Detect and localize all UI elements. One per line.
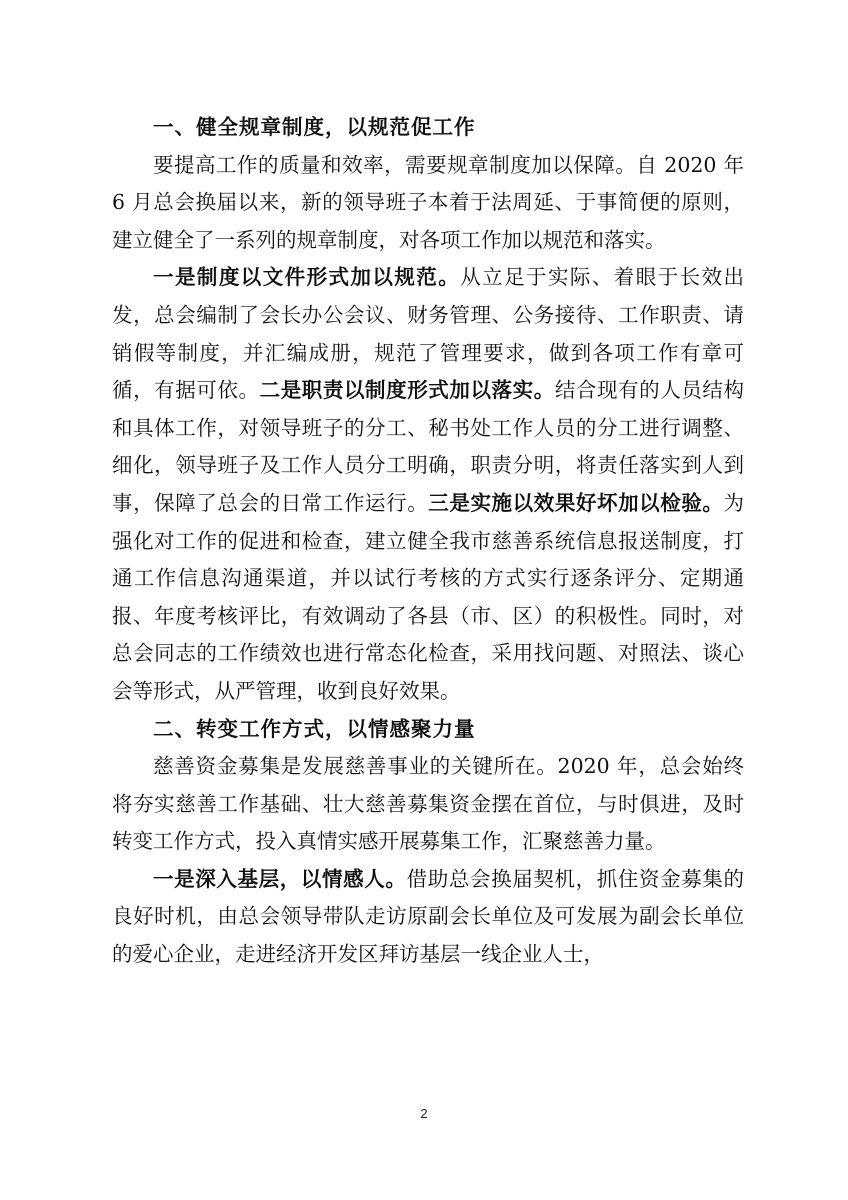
point-2-title: 二是职责以制度形式加以落实。 <box>259 378 555 403</box>
section-2-intro-paragraph: 慈善资金募集是发展慈善事业的关键所在。2020 年，总会始终将夯实慈善工作基础、壮大慈善募集资金摆在首位，与时俱进，及时转变工作方式，投入真情实感开展募集工作，汇聚慈善力量。 <box>112 754 744 854</box>
section-2-point-1-title: 一是深入基层，以情感人。 <box>153 866 407 891</box>
page-number: 2 <box>420 1106 428 1121</box>
document-body <box>112 109 744 974</box>
section-2-point-paragraph <box>112 861 744 974</box>
point-1-text: 从立足于实际、着眼于长效出发，总会编制了会长办公会议、财务管理、公务接待、工作职责、请销假等制度，并汇编成册，规范了管理要求，做到各项工作有章可循，有据可依。 <box>112 265 745 403</box>
section-1-heading: 一、健全规章制度，以规范促工作 <box>153 115 476 139</box>
point-1-title: 一是制度以文件形式加以规范。 <box>153 265 461 290</box>
point-2-text: 结合现有的人员结构和具体工作，对领导班子的分工、秘书处工作人员的分工进行调整、细化，领导班子及工作人员分工明确，职责分明，将责任落实到人到事，保障了总会的日常工作运行。 <box>112 378 745 515</box>
section-2-heading: 二、转变工作方式，以情感聚力量 <box>153 716 476 741</box>
point-3-text: 为强化对工作的促进和检查，建立健全我市慈善系统信息报送制度，打通工作信息沟通渠道，并以试行考核的方式实行逐条评分、定期通报、年度考核评比，有效调动了各县（市、区）的积极性。同时，对总会同志的工作绩效也进行常态化检查，采用找问题、对照法、谈心会等形式，从严管理，收到良好效果。 <box>112 490 745 703</box>
section-1-intro-paragraph: 要提高工作的质量和效率，需要规章制度加以保障。自 2020 年 6 月总会换届以来，新的领导班子本着于法周延、于事简便的原则，建立健全了一系列的规章制度，对各项工作加以规范和落实。 <box>112 152 744 252</box>
point-3-title: 三是实施以效果好坏加以检验。 <box>428 490 724 515</box>
section-2-point-1-text: 借助总会换届契机，抓住资金募集的良好时机，由总会领导带队走访原副会长单位及可发展为副会长单位的爱心企业，走进经济开发区拜访基层一线企业人士， <box>112 866 745 967</box>
section-1-points-paragraph <box>112 259 744 710</box>
